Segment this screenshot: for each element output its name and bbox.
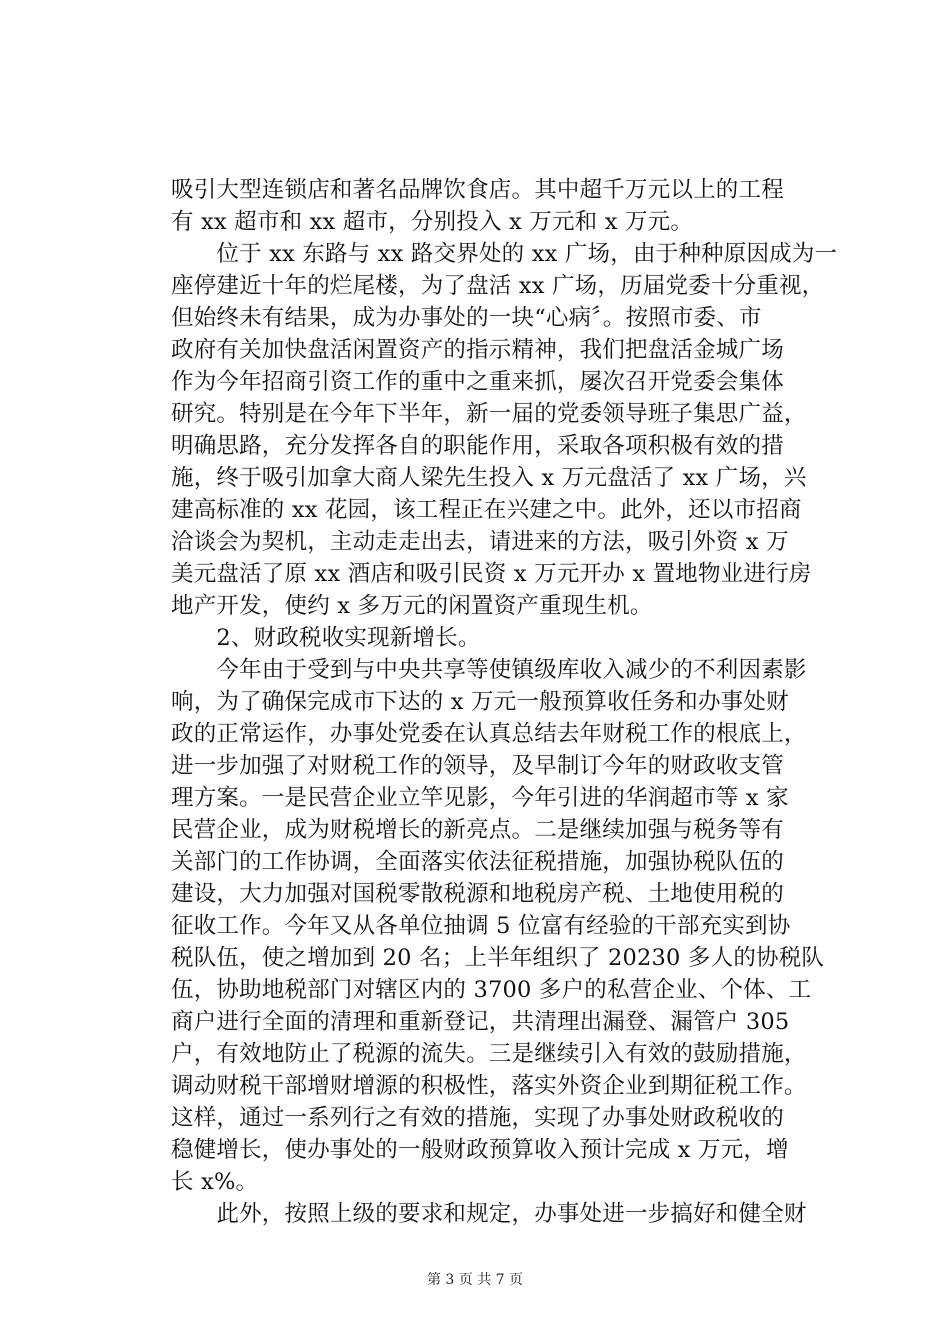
text-line: 调动财税干部增财增源的积极性，落实外资企业到期征税工作。 (171, 1073, 807, 1099)
text-line: 研究。特别是在今年下半年，新一届的党委领导班子集思广益， (171, 401, 807, 427)
text-line: 进一步加强了对财税工作的领导，及早制订今年的财政收支管 (171, 753, 784, 779)
text-line: 明确思路，充分发挥各自的职能作用，采取各项积极有效的措 (171, 433, 784, 459)
section-heading: 2、财政税收实现新增长。 (171, 625, 481, 651)
text-line: 商户进行全面的清理和重新登记，共清理出漏登、漏管户 305 (171, 1009, 790, 1035)
text-line: 稳健增长，使办事处的一般财政预算收入预计完成 x 万元，增 (171, 1137, 789, 1163)
body-text (171, 174, 861, 1230)
text-line: 作为今年招商引资工作的重中之重来抓，屡次召开党委会集体 (171, 369, 784, 395)
text-line: 但始终未有结果，成为办事处的一块“心病〞。按照市委、市 (171, 305, 762, 331)
text-line: 吸引大型连锁店和著名品牌饮食店。其中超千万元以上的工程 (171, 177, 784, 203)
text-line: 今年由于受到与中央共享等使镇级库收入减少的不利因素影 (171, 657, 807, 683)
text-line: 政府有关加快盘活闲置资产的指示精神，我们把盘活金城广场 (171, 337, 784, 363)
text-line: 座停建近十年的烂尾楼，为了盘活 xx 广场，历届党委十分重视， (171, 273, 825, 299)
text-line: 民营企业，成为财税增长的新亮点。二是继续加强与税务等有 (171, 817, 784, 843)
text-line: 这样，通过一系列行之有效的措施，实现了办事处财政税收的 (171, 1105, 784, 1131)
text-line: 有 xx 超市和 xx 超市，分别投入 x 万元和 x 万元。 (171, 209, 694, 235)
text-line: 洽谈会为契机，主动走走出去，请进来的方法，吸引外资 x 万 (171, 529, 789, 555)
page-number-footer: 第 3 页 共 7 页 (426, 1272, 524, 1288)
text-line: 关部门的工作协调，全面落实依法征税措施，加强协税队伍的 (171, 849, 784, 875)
text-line: 户，有效地防止了税源的流失。三是继续引入有效的鼓励措施， (171, 1041, 807, 1067)
text-line: 此外，按照上级的要求和规定，办事处进一步搞好和健全财 (171, 1201, 807, 1227)
text-line: 征收工作。今年又从各单位抽调 5 位富有经验的干部充实到协 (171, 913, 791, 939)
text-line: 位于 xx 东路与 xx 路交界处的 xx 广场，由于种种原因成为一 (171, 241, 838, 267)
text-line: 税队伍，使之增加到 20 名；上半年组织了 20230 多人的协税队 (171, 945, 825, 971)
text-line: 施，终于吸引加拿大商人梁先生投入 x 万元盘活了 xx 广场，兴 (171, 465, 807, 491)
text-line: 长 x%。 (171, 1169, 259, 1195)
text-line: 建高标准的 xx 花园，该工程正在兴建之中。此外，还以市招商 (171, 497, 802, 523)
text-line: 响，为了确保完成市下达的 x 万元一般预算收任务和办事处财 (171, 689, 789, 715)
text-line: 政的正常运作，办事处党委在认真总结去年财税工作的根底上， (171, 721, 807, 747)
text-line: 建设，大力加强对国税零散税源和地税房产税、土地使用税的 (171, 881, 784, 907)
text-line: 美元盘活了原 xx 酒店和吸引民资 x 万元开办 x 置地物业进行房 (171, 561, 812, 587)
text-line: 伍，协助地税部门对辖区内的 3700 多户的私营企业、个体、工 (171, 977, 812, 1003)
text-line: 地产开发，使约 x 多万元的闲置资产重现生机。 (171, 593, 653, 619)
text-line: 理方案。一是民营企业立竿见影，今年引进的华润超市等 x 家 (171, 785, 789, 811)
